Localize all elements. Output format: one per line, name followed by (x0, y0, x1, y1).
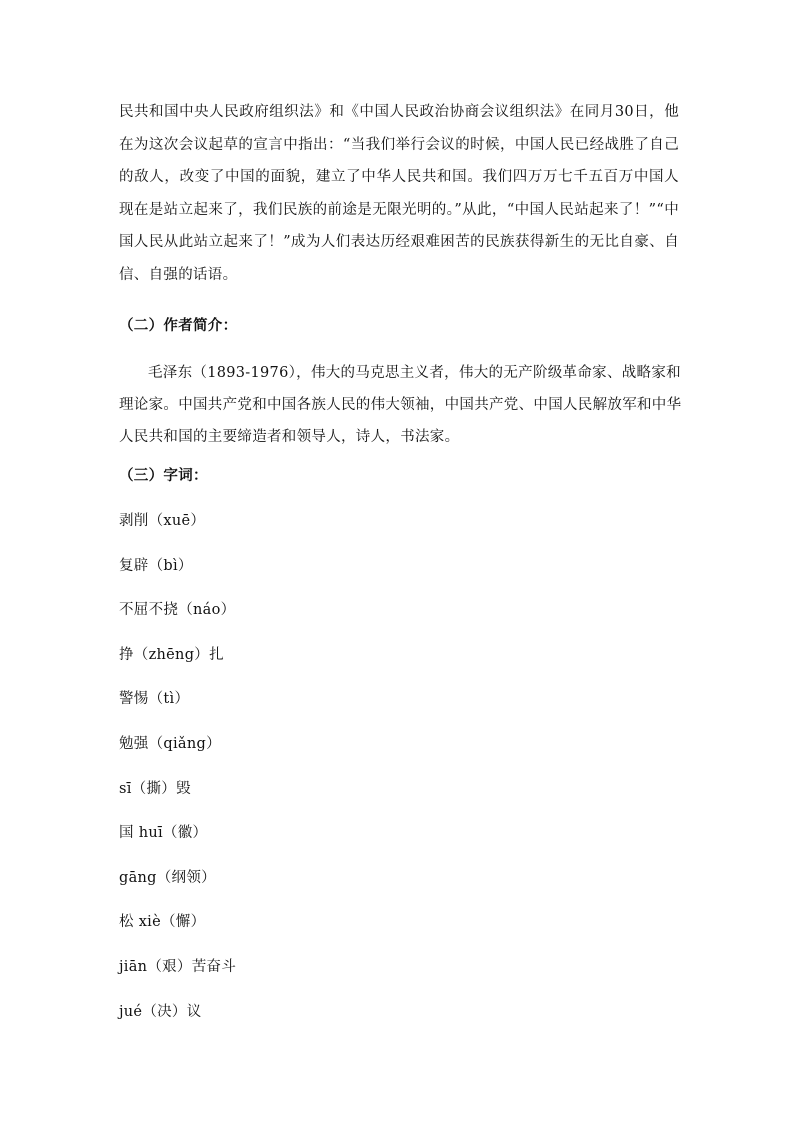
vocab-item: 警惕（tì） (119, 691, 190, 708)
vocabulary-section-heading: （三）字词： (119, 467, 208, 484)
vocab-item: jiān（艰）苦奋斗 (119, 958, 237, 975)
vocab-item: 国 huī（徽） (119, 825, 208, 842)
vocab-item: 复辟（bì） (119, 557, 193, 574)
vocab-item: 挣（zhēng）扎 (119, 646, 224, 663)
vocab-item: 松 xiè（懈） (119, 914, 206, 931)
vocabulary-list (119, 511, 519, 1046)
author-bio-paragraph: 毛泽东（1893-1976），伟大的马克思主义者，伟大的无产阶级革命家、战略家和理论家。中国共产党和中国各族人民的伟大领袖，中国共产党、中国人民解放军和中华人民共和国的主要缔造者和领导人，诗人，书法家。 (119, 365, 682, 445)
vocab-item: 勉强（qiǎng） (119, 735, 221, 752)
vocab-item: 剥削（xuē） (119, 513, 206, 529)
vocab-item: gāng（纲领） (119, 869, 216, 886)
vocab-item: jué（决）议 (119, 1003, 202, 1020)
vocab-item: sī（撕）毁 (119, 780, 191, 797)
vocab-item: 不屈不挠（náo） (119, 602, 236, 619)
author-section-heading: （二）作者简介： (119, 317, 238, 334)
intro-paragraph: 民共和国中央人民政府组织法》和《中国人民政治协商会议组织法》在同月30日，他在为这次会议起草的宣言中指出：“当我们举行会议的时候，中国人民已经战胜了自己的敌人，改变了中国的面貌，建立了中华人民共和国。我们四万万七千五百万中国人现在是站立起来了，我们民族的前途是无限光明的。”从此，“中国人民站起来了！”“中国人民从此站立起来了！”成为人们表达历经艰难困苦的民族获得新生的无比自豪、自信、自强的话语。 (119, 104, 679, 283)
